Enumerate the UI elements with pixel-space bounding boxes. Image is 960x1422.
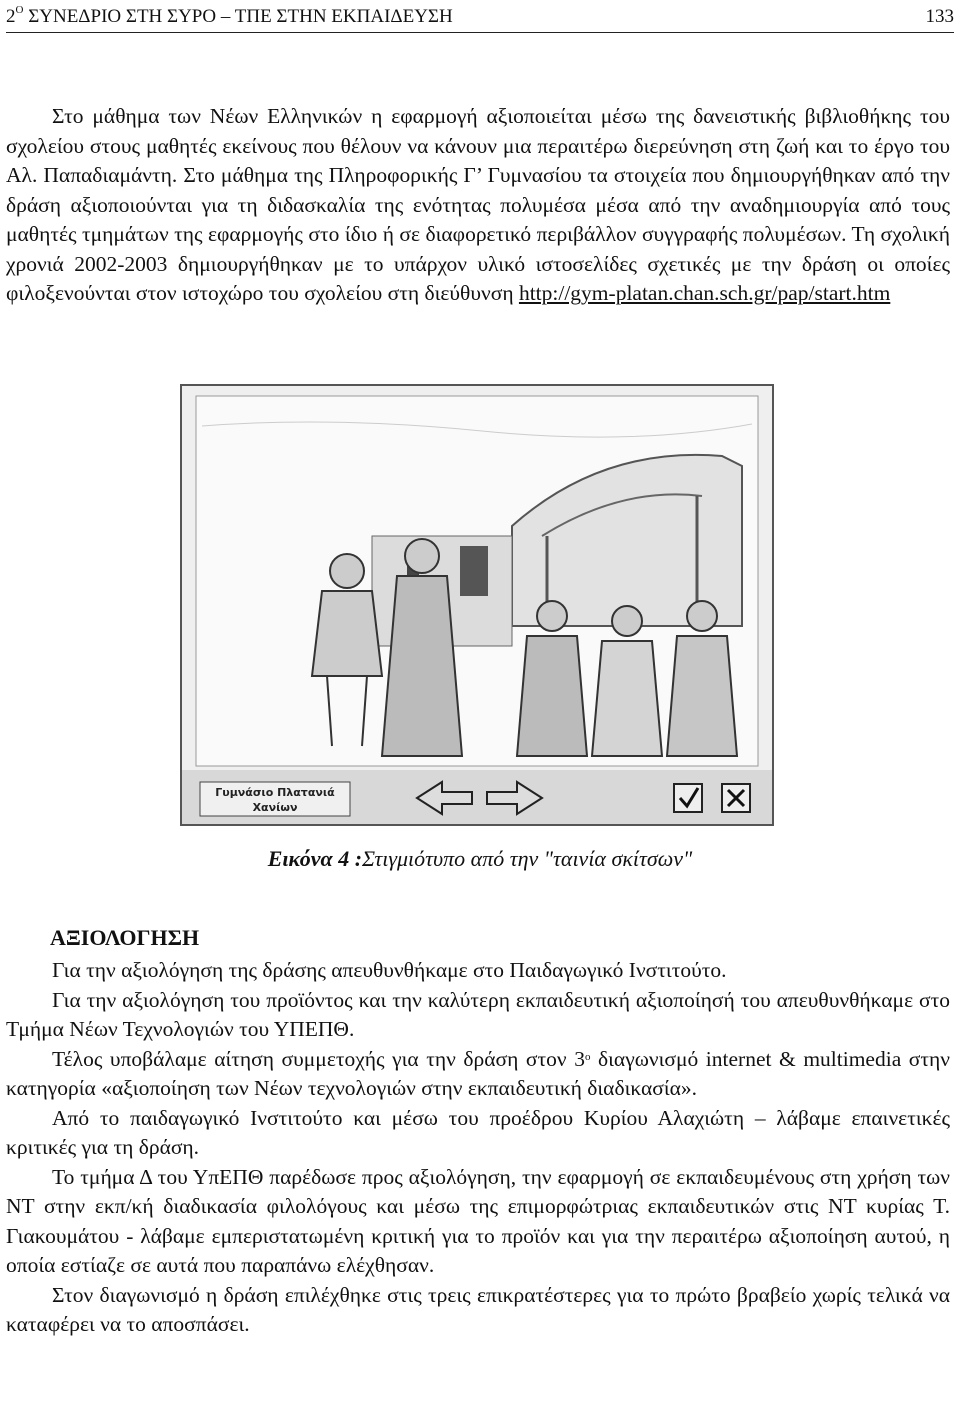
evaluation-sentence-1: Για την αξιολόγηση της δράσης απευθυνθήκαμε στο Παιδαγωγικό Ινστιτούτο. (52, 958, 727, 982)
sketch-drawing (182, 386, 772, 824)
evaluation-sentence-6: Στον διαγωνισμό η δράση επιλέχθηκε στις τρεις επικρατέστερες για το πρώτο βραβείο χωρίς τελικά να καταφέρει να το αποσπάσει. (6, 1282, 950, 1336)
figure-caption (0, 846, 960, 872)
conference-superscript: Ο (15, 4, 24, 16)
evaluation-sentence-3-end: διαγωνισμό internet & multimedia στην κατηγορία «αξιοποίηση των Νέων τεχνολογιών στην εκπαιδευτική διαδικασία». (6, 1046, 951, 1100)
evaluation-body (6, 956, 950, 1340)
page-number: 133 (925, 6, 954, 27)
school-website-link[interactable]: http://gym-platan.chan.sch.gr/pap/start.htm (518, 281, 891, 305)
sketch-film-screenshot (180, 384, 774, 826)
conference-number: 2 (6, 6, 16, 27)
close-icon[interactable] (722, 784, 750, 812)
ordinal-superscript: ο (584, 1050, 591, 1063)
evaluation-sentence-3 (6, 1045, 950, 1104)
intro-text: Στο μάθημα των Νέων Ελληνικών η εφαρμογή αξιοποιείται μέσω της δανειστικής βιβλιοθήκης του σχολείου στους μαθητές εκείνους που θέλουν να κάνουν μια περαιτέρω διερεύνηση στη ζωή και το έργο του Αλ. Παπαδιαμάντη. Στο μάθημα της Πληροφορικής Γ’ Γυμνασίου τα στοιχεία που δημιουργήθηκαν από την δράση αξιοποιούνται για τη διδασκαλία της ενότητας πολυμέσα μέσα από την αναδημιουργία από τους μαθητές τμημάτων της εφαρμογής στο ίδιο ή σε διαφορετικό περιβάλλον συγγραφής πολυμέσων. Τη σχολική χρονιά 2002-2003 δημιουργήθηκαν με το υπάρχον υλικό ιστοσελίδες σχετικές με την δράση οι οποίες φιλοξενούνται στον ιστοχώρο του σχολείου στη διεύθυνση (6, 104, 950, 305)
conference-title-text: ΣΥΝΕΔΡΙΟ ΣΤΗ ΣΥΡΟ – ΤΠΕ ΣΤΗΝ ΕΚΠΑΙΔΕΥΣΗ (23, 6, 453, 27)
check-icon[interactable] (674, 784, 702, 812)
evaluation-sentence-3-start: Τέλος υποβάλαμε αίτηση συμμετοχής για την δράση στον 3 (52, 1046, 585, 1071)
section-heading: ΑΞΙΟΛΟΓΗΣΗ (50, 925, 200, 950)
page-header (6, 2, 954, 33)
intro-paragraph (6, 102, 950, 309)
evaluation-sentence-5: Το τμήμα Δ του ΥπΕΠΘ παρέδωσε προς αξιολόγηση, την εφαρμογή σε εκπαιδευμένους στη χρήση των ΝΤ στην εκπ/κή διαδικασία φιλολόγους και μέσω της επιμορφώτριας εκπαιδευτικών στις ΝΤ κυρίας Τ. Γιακουμάτου - λάβαμε εμπεριστατωμένη κριτική για το προϊόν και για την περαιτέρω αξιοποίηση αυτού, η οποία εστίαζε σε αυτά που παραπάνω ελέχθησαν. (6, 1164, 950, 1277)
evaluation-sentence-4: Από το παιδαγωγικό Ινστιτούτο και μέσω του προέδρου Κυρίου Αλαχιώτη – λάβαμε επαινετικές κριτικές για τη δράση. (6, 1105, 950, 1159)
evaluation-sentence-2: Για την αξιολόγηση του προϊόντος και την καλύτερη εκπαιδευτική αξιοποίησή του απευθυνθήκαμε στο Τμήμα Νέων Τεχνολογιών του ΥΠΕΠΘ. (6, 987, 950, 1041)
school-label-line2: Χανίων (252, 801, 298, 814)
conference-title (6, 6, 453, 28)
caption-text: Στιγμιότυπο από την "ταινία σκίτσων" (362, 846, 693, 871)
school-label-line1: Γυμνάσιο Πλατανιά (215, 786, 335, 799)
caption-label: Εικόνα 4 : (267, 846, 363, 871)
